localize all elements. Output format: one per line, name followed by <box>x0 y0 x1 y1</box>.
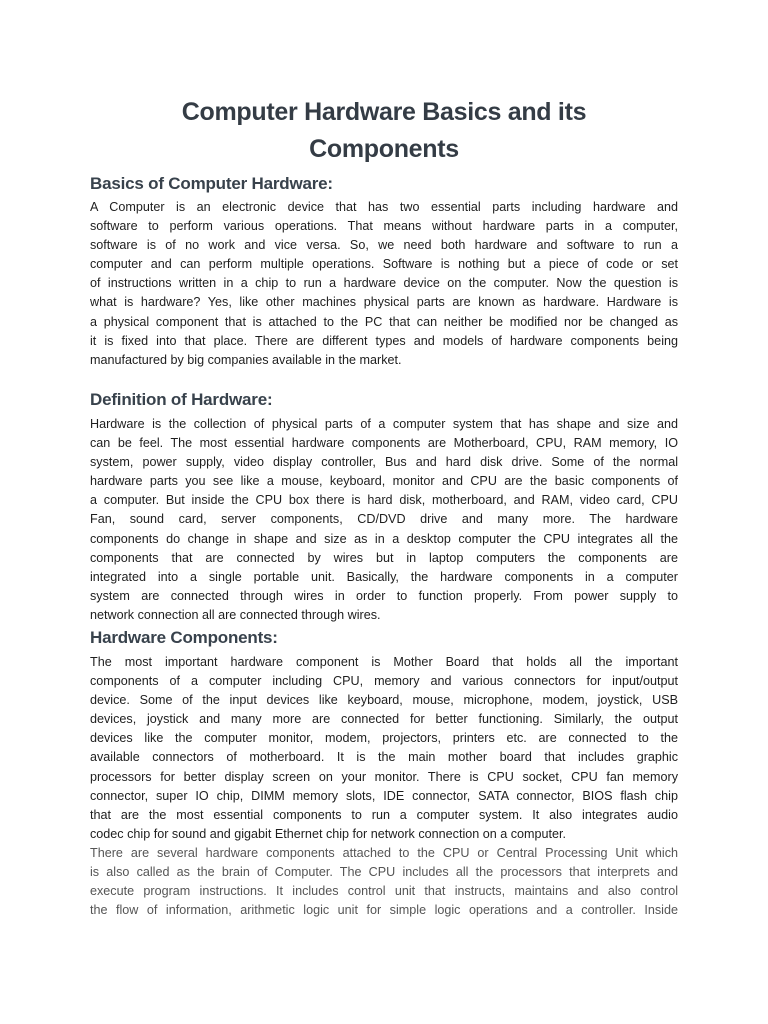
text-line: components do change in shape and size as in a desktop computer the CPU integrates all the <box>90 531 678 546</box>
text-line: that are the most essential components to run a computer system. It also integrates audio <box>90 807 678 822</box>
text-line: There are several hardware components attached to the CPU or Central Processing Unit which <box>90 846 678 860</box>
text-line: hardware parts you see like a mouse, keyboard, monitor and CPU are the basic components of <box>90 474 678 489</box>
section-heading-components: Hardware Components: <box>90 628 278 647</box>
text-line: software to perform various operations. That means without hardware parts in a computer, <box>90 219 678 234</box>
text-line: network connection all are connected through wires. <box>90 607 381 622</box>
paragraph-components-motherboard <box>90 653 678 844</box>
paragraph-basics <box>90 198 678 370</box>
text-line: available connectors of motherboard. It is the main mother board that includes graphic <box>90 750 678 765</box>
text-line: integrated into a single portable unit. Basically, the hardware components in a computer <box>90 569 678 584</box>
section-heading-basics: Basics of Computer Hardware: <box>90 174 333 193</box>
document-title-line-1: Computer Hardware Basics and its <box>181 98 587 126</box>
text-line: manufactured by big companies available in the market. <box>90 352 402 367</box>
text-line: a computer. But inside the CPU box there is hard disk, motherboard, and RAM, video card, CPU <box>90 493 678 508</box>
paragraph-definition <box>90 415 678 625</box>
text-line: A Computer is an electronic device that has two essential parts including hardware and <box>90 200 678 214</box>
text-line: connector, super IO chip, DIMM memory slots, IDE connector, SATA connector, BIOS flash chip <box>90 788 678 803</box>
text-line: software is of no work and vice versa. So, we need both hardware and software to run a <box>90 238 678 253</box>
text-line: the flow of information, arithmetic logic unit for simple logic operations and a controller. Inside <box>90 903 678 918</box>
text-line: devices, joystick and many more are connected for better functioning. Similarly, the output <box>90 712 678 727</box>
text-line: system are connected through wires in order to function properly. From power supply to <box>90 588 678 603</box>
section-heading-definition: Definition of Hardware: <box>90 390 273 409</box>
paragraph-components-cpu <box>90 844 678 920</box>
text-line: execute program instructions. It includes control unit that instructs, maintains and also control <box>90 884 678 899</box>
text-line: processors for better display screen on your monitor. There is CPU socket, CPU fan memory <box>90 769 678 784</box>
text-line: device. Some of the input devices like keyboard, mouse, microphone, modem, joystick, USB <box>90 693 678 708</box>
text-line: a physical component that is attached to the PC that can neither be modified nor be changed as <box>90 314 678 329</box>
text-line: of instructions written in a chip to run a hardware device on the computer. Now the question is <box>90 276 678 291</box>
text-line: computer and can perform multiple operations. Software is nothing but a piece of code or set <box>90 257 678 272</box>
text-line: components of a computer including CPU, memory and various connectors for input/output <box>90 674 678 689</box>
text-line: it is fixed into that place. There are different types and models of hardware components being <box>90 333 678 348</box>
text-line: what is hardware? Yes, like other machines physical parts are known as hardware. Hardware is <box>90 295 678 310</box>
text-line: system, power supply, video display controller, Bus and hard disk drive. Some of the normal <box>90 455 678 470</box>
text-line: can be feel. The most essential hardware components are Motherboard, CPU, RAM memory, IO <box>90 436 678 451</box>
text-line: The most important hardware component is Mother Board that holds all the important <box>90 655 678 669</box>
text-line: components that are connected by wires but in laptop computers the components are <box>90 550 678 565</box>
text-line: Hardware is the collection of physical parts of a computer system that has shape and size and <box>90 417 678 431</box>
text-line: Fan, sound card, server components, CD/DVD drive and many more. The hardware <box>90 512 678 527</box>
text-line: devices like the computer monitor, modem, projectors, printers etc. are connected to the <box>90 731 678 746</box>
text-line: codec chip for sound and gigabit Ethernet chip for network connection on a computer. <box>90 826 567 841</box>
text-line: is also called as the brain of Computer. The CPU includes all the processors that interprets and <box>90 865 678 880</box>
document-title-line-2: Components <box>309 135 459 163</box>
